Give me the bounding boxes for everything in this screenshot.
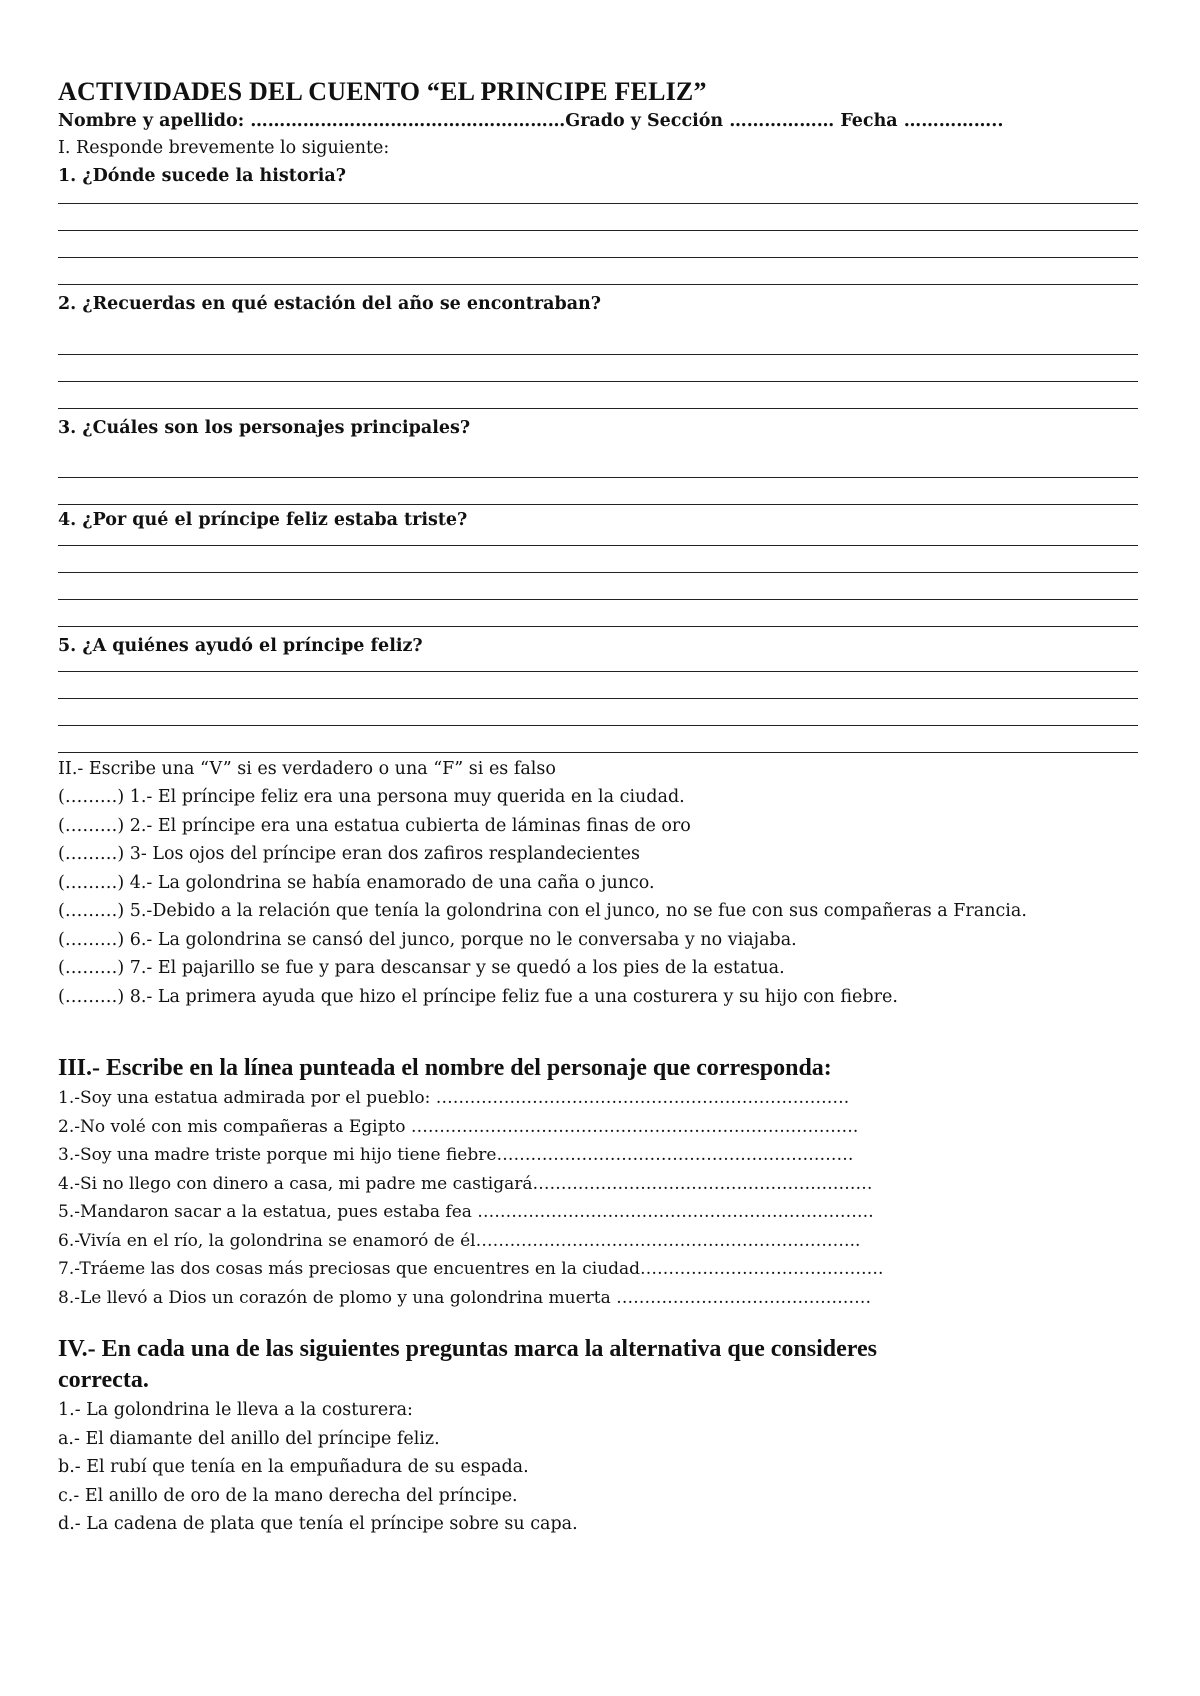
- multiple-choice-option: d.- La cadena de plata que tenía el príncipe sobre su capa.: [58, 1514, 578, 1534]
- true-false-item: (………) 7.- El pajarillo se fue y para descansar y se quedó a los pies de la estatua.: [58, 958, 785, 978]
- true-false-item: (………) 3- Los ojos del príncipe eran dos zafiros resplandecientes: [58, 844, 640, 864]
- question-3: 3. ¿Cuáles son los personajes principales?: [58, 418, 471, 438]
- student-info-line: Nombre y apellido: ………………………………………………Grado y Sección ……………… Fecha ……………..: [58, 111, 1004, 131]
- multiple-choice-list: [58, 1396, 1138, 1539]
- true-false-item: (………) 4.- La golondrina se había enamorado de una caña o junco.: [58, 872, 655, 893]
- fill-in-item: 5.-Mandaron sacar a la estatua, pues estaba fea …………………………………………………………….: [58, 1202, 874, 1222]
- fill-in-item: 1.-Soy una estatua admirada por el pueblo: ……………………………………………………………….: [58, 1088, 850, 1108]
- fill-in-item: 2.-No volé con mis compañeras a Egipto …………………………………………………………………….: [58, 1116, 859, 1137]
- question-5: 5. ¿A quiénes ayudó el príncipe feliz?: [58, 636, 423, 656]
- question-4: 4. ¿Por qué el príncipe feliz estaba triste?: [58, 510, 468, 530]
- document-body: [58, 76, 1138, 1539]
- fill-in-item: 7.-Tráeme las dos cosas más preciosas que encuentres en la ciudad…………………………………….: [58, 1259, 884, 1279]
- question-1: 1. ¿Dónde sucede la historia?: [58, 166, 346, 186]
- multiple-choice-question: 1.- La golondrina le lleva a la costurera:: [58, 1400, 413, 1420]
- multiple-choice-option: a.- El diamante del anillo del príncipe feliz.: [58, 1428, 440, 1449]
- true-false-list: [58, 783, 1138, 1011]
- true-false-item: (………) 8.- La primera ayuda que hizo el príncipe feliz fue a una costurera y su hijo con fiebre.: [58, 986, 898, 1007]
- true-false-item: (………) 6.- La golondrina se cansó del junco, porque no le conversaba y no viajaba.: [58, 929, 797, 950]
- fill-in-list: [58, 1084, 1138, 1312]
- multiple-choice-option: b.- El rubí que tenía en la empuñadura de su espada.: [58, 1457, 529, 1477]
- fill-in-item: 6.-Vivía en el río, la golondrina se enamoró de él…………………………………………………………..: [58, 1230, 861, 1251]
- multiple-choice-option: c.- El anillo de oro de la mano derecha del príncipe.: [58, 1485, 518, 1506]
- fill-in-item: 4.-Si no llego con dinero a casa, mi padre me castigará……………………………………………………: [58, 1173, 873, 1194]
- section4-title-line1: IV.- En cada una de las siguientes preguntas marca la alternativa que consideres: [58, 1336, 877, 1362]
- section1-instruction: I. Responde brevemente lo siguiente:: [58, 138, 390, 158]
- section3-title: III.- Escribe en la línea punteada el nombre del personaje que corresponda:: [58, 1055, 832, 1081]
- question-2: 2. ¿Recuerdas en qué estación del año se encontraban?: [58, 294, 602, 314]
- section4-title-line2: correcta.: [58, 1367, 149, 1393]
- true-false-item: (………) 2.- El príncipe era una estatua cubierta de láminas finas de oro: [58, 815, 691, 836]
- true-false-item: (………) 1.- El príncipe feliz era una persona muy querida en la ciudad.: [58, 787, 685, 807]
- fill-in-item: 3.-Soy una madre triste porque mi hijo tiene fiebre………………………………………………………: [58, 1145, 854, 1165]
- section2-instruction: II.- Escribe una “V” si es verdadero o una “F” si es falso: [58, 759, 556, 779]
- fill-in-item: 8.-Le llevó a Dios un corazón de plomo y una golondrina muerta ………………………………………: [58, 1287, 872, 1308]
- true-false-item: (………) 5.-Debido a la relación que tenía la golondrina con el junco, no se fue con sus compañeras a Francia.: [58, 901, 1027, 921]
- page-title: ACTIVIDADES DEL CUENTO “EL PRINCIPE FELIZ”: [58, 77, 707, 106]
